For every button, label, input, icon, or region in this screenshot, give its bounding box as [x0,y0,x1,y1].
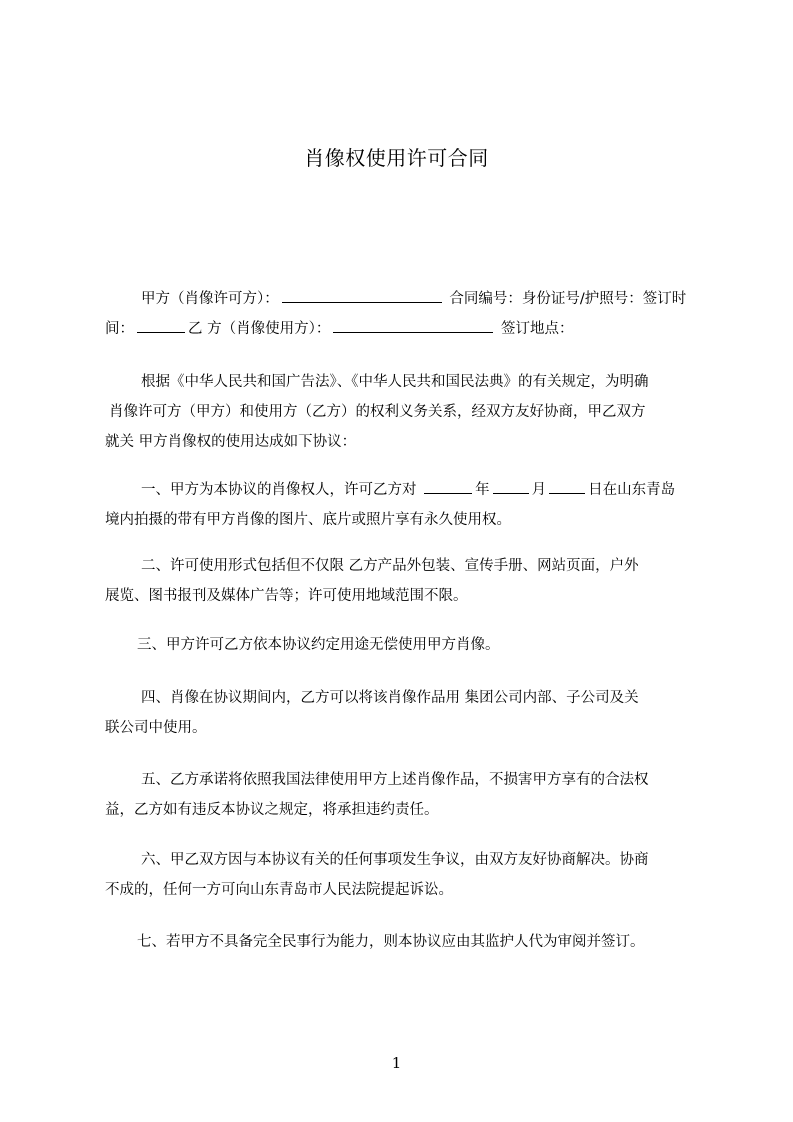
clause-3 [105,630,705,660]
clause-6 [105,845,705,905]
party-a-blank [282,288,442,303]
month-label: 月 [531,482,547,498]
clause-4 [105,683,705,743]
day-label: 日在山东青岛 [588,482,676,498]
intro-line: 肖像许可方（甲方）和使用方（乙方）的权利义务关系，经双方友好协商，甲乙双方 [109,404,646,420]
clause-1 [105,475,705,535]
sign-time-blank [137,318,185,333]
clause-1-text: 一、甲方为本协议的肖像权人，许可乙方对 [141,482,417,498]
year-label: 年 [475,482,490,498]
clause-2-text: 二、许可使用形式包括但不仅限 乙方产品外包装、宣传手册、网站页面，户外 [141,558,639,574]
clause-5-text: 五、乙方承诺将依照我国法律使用甲方上述肖像作品，不损害甲方享有的合法权 [141,772,649,788]
document-title: 肖像权使用许可合同 [304,146,489,170]
clause-7 [105,927,705,957]
party-b-label: 乙 方（肖像使用方）： [188,321,331,337]
clause-5 [105,765,705,825]
intro-line: 就关 甲方肖像权的使用达成如下协议： [105,434,357,450]
clause-2 [105,551,705,611]
header-block [105,284,705,344]
month-blank [493,479,529,494]
clause-4-text-cont: 联公司中使用。 [105,720,207,736]
clause-6-text-cont: 不成的，任何一方可向山东青岛市人民法院提起诉讼。 [105,882,453,898]
sign-time-label-cont: 间： [105,321,134,337]
intro-paragraph [105,367,705,457]
clause-1-text-cont: 境内拍摄的带有甲方肖像的图片、底片或照片享有永久使用权。 [105,512,511,528]
page-number: 1 [391,1054,402,1072]
party-b-blank [333,318,493,333]
sign-time-label: 签订时 [642,291,687,307]
day-blank [549,479,585,494]
clause-2-text-cont: 展览、图书报刊及媒体广告等；许可使用地域范围不限。 [105,588,468,604]
clause-7-text: 七、若甲方不具备完全民事行为能力，则本协议应由其监护人代为审阅并签订。 [137,934,645,950]
contract-no-label: 合同编号： [449,291,522,307]
id-label: 身份证号/护照号： [521,291,643,307]
clause-6-text: 六、甲乙双方因与本协议有关的任何事项发生争议，由双方友好协商解决。协商 [141,852,649,868]
sign-place-label: 签订地点： [500,321,574,337]
intro-line: 根据《中华人民共和国广告法》、《中华人民共和国民法典》的有关规定，为明确 [141,374,649,390]
clause-4-text: 四、肖像在协议期间内，乙方可以将该肖像作品用 集团公司内部、子公司及关 [141,690,639,706]
year-blank [424,479,472,494]
party-a-label: 甲方（肖像许可方）： [141,291,279,307]
clause-5-text-cont: 益，乙方如有违反本协议之规定，将承担违约责任。 [105,802,439,818]
clause-3-text: 三、甲方许可乙方依本协议约定用途无偿使用甲方肖像。 [137,637,500,653]
